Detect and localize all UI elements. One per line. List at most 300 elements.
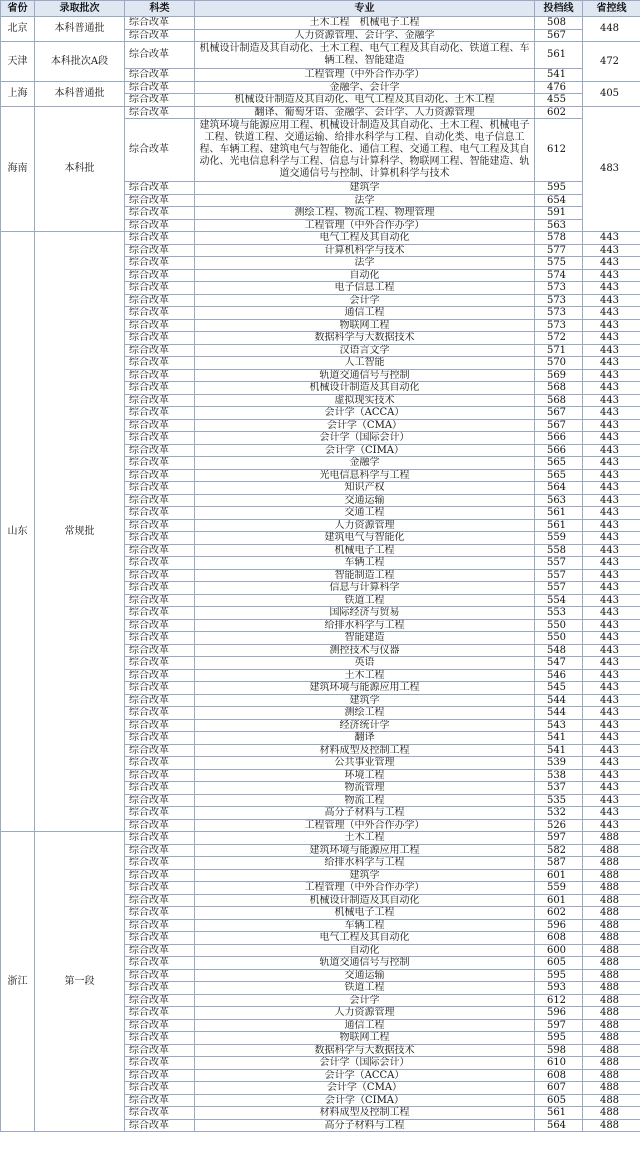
score-cell: 567 (535, 407, 583, 420)
major-cell: 经济统计学 (195, 719, 535, 732)
control-cell: 472 (583, 42, 640, 82)
control-cell: 443 (583, 307, 640, 320)
major-cell: 铁道工程 (195, 594, 535, 607)
score-cell: 553 (535, 607, 583, 620)
table-row (1, 81, 640, 94)
control-cell: 443 (583, 519, 640, 532)
major-cell: 给排水科学与工程 (195, 857, 535, 870)
major-cell: 会计学（ACCA） (195, 1069, 535, 1082)
subject-cell: 综合改革 (125, 219, 195, 232)
major-cell: 信息与计算科学 (195, 582, 535, 595)
major-cell: 车辆工程 (195, 557, 535, 570)
score-cell: 561 (535, 42, 583, 69)
subject-cell: 综合改革 (125, 994, 195, 1007)
control-cell: 488 (583, 1082, 640, 1095)
score-cell: 547 (535, 657, 583, 670)
major-cell: 高分子材料与工程 (195, 1119, 535, 1132)
score-cell: 573 (535, 319, 583, 332)
subject-cell: 综合改革 (125, 182, 195, 195)
control-cell: 443 (583, 794, 640, 807)
control-cell: 443 (583, 432, 640, 445)
score-cell: 557 (535, 582, 583, 595)
score-cell: 557 (535, 569, 583, 582)
subject-cell: 综合改革 (125, 232, 195, 245)
score-cell: 596 (535, 919, 583, 932)
major-cell: 工程管理（中外合作办学） (195, 819, 535, 832)
major-cell: 计算机科学与技术 (195, 244, 535, 257)
major-cell: 会计学（CMA） (195, 1082, 535, 1095)
major-cell: 人力资源管理 (195, 1007, 535, 1020)
subject-cell: 综合改革 (125, 294, 195, 307)
control-cell: 443 (583, 782, 640, 795)
subject-cell: 综合改革 (125, 757, 195, 770)
score-cell: 607 (535, 1082, 583, 1095)
score-cell: 541 (535, 69, 583, 82)
score-cell: 595 (535, 1032, 583, 1045)
subject-cell: 综合改革 (125, 269, 195, 282)
subject-cell: 综合改革 (125, 394, 195, 407)
score-cell: 558 (535, 544, 583, 557)
major-cell: 翻译、葡萄牙语、金融学、会计学、人力资源管理 (195, 106, 535, 119)
subject-cell: 综合改革 (125, 419, 195, 432)
subject-cell: 综合改革 (125, 494, 195, 507)
major-cell: 车辆工程 (195, 919, 535, 932)
table-body (1, 17, 640, 1132)
major-cell: 翻译 (195, 732, 535, 745)
score-cell: 570 (535, 357, 583, 370)
score-cell: 578 (535, 232, 583, 245)
score-cell: 476 (535, 81, 583, 94)
control-cell: 488 (583, 1107, 640, 1120)
control-cell: 488 (583, 869, 640, 882)
score-cell: 602 (535, 106, 583, 119)
major-cell: 会计学 (195, 994, 535, 1007)
score-cell: 602 (535, 907, 583, 920)
major-cell: 法学 (195, 257, 535, 270)
subject-cell: 综合改革 (125, 882, 195, 895)
subject-cell: 综合改革 (125, 1032, 195, 1045)
table-row (1, 232, 640, 245)
control-cell: 443 (583, 469, 640, 482)
subject-cell: 综合改革 (125, 707, 195, 720)
subject-cell: 综合改革 (125, 894, 195, 907)
major-cell: 会计学（CMA） (195, 419, 535, 432)
subject-cell: 综合改革 (125, 844, 195, 857)
control-cell: 488 (583, 882, 640, 895)
major-cell: 给排水科学与工程 (195, 619, 535, 632)
major-cell: 通信工程 (195, 1019, 535, 1032)
subject-cell: 综合改革 (125, 194, 195, 207)
major-cell: 汉语言文学 (195, 344, 535, 357)
province-cell: 上海 (1, 81, 35, 106)
major-cell: 铁道工程 (195, 982, 535, 995)
control-cell: 443 (583, 569, 640, 582)
control-cell: 488 (583, 944, 640, 957)
subject-cell: 综合改革 (125, 644, 195, 657)
subject-cell: 综合改革 (125, 332, 195, 345)
score-cell: 571 (535, 344, 583, 357)
score-cell: 595 (535, 182, 583, 195)
score-cell: 559 (535, 882, 583, 895)
table-row (1, 42, 640, 69)
subject-cell: 综合改革 (125, 344, 195, 357)
major-cell: 测绘工程、物流工程、物理管理 (195, 207, 535, 220)
subject-cell: 综合改革 (125, 819, 195, 832)
score-cell: 535 (535, 794, 583, 807)
major-cell: 机械电子工程 (195, 544, 535, 557)
major-cell: 电气工程及其自动化 (195, 232, 535, 245)
control-cell: 443 (583, 719, 640, 732)
major-cell: 物流管理 (195, 782, 535, 795)
subject-cell: 综合改革 (125, 469, 195, 482)
score-cell: 577 (535, 244, 583, 257)
score-cell: 582 (535, 844, 583, 857)
score-cell: 557 (535, 557, 583, 570)
score-cell: 569 (535, 369, 583, 382)
control-cell: 488 (583, 1019, 640, 1032)
control-cell: 488 (583, 1094, 640, 1107)
subject-cell: 综合改革 (125, 319, 195, 332)
control-cell: 443 (583, 557, 640, 570)
subject-cell: 综合改革 (125, 1107, 195, 1120)
score-cell: 544 (535, 707, 583, 720)
control-cell: 443 (583, 607, 640, 620)
control-cell: 488 (583, 907, 640, 920)
control-cell: 443 (583, 244, 640, 257)
major-cell: 材料成型及控制工程 (195, 744, 535, 757)
control-cell: 488 (583, 1007, 640, 1020)
subject-cell: 综合改革 (125, 1082, 195, 1095)
score-cell: 600 (535, 944, 583, 957)
control-cell: 443 (583, 419, 640, 432)
subject-cell: 综合改革 (125, 969, 195, 982)
subject-cell: 综合改革 (125, 694, 195, 707)
score-cell: 601 (535, 869, 583, 882)
score-cell: 612 (535, 119, 583, 182)
major-cell: 交通运输 (195, 969, 535, 982)
header-subject: 科类 (125, 1, 195, 17)
major-cell: 测绘工程 (195, 707, 535, 720)
major-cell: 建筑学 (195, 869, 535, 882)
major-cell: 法学 (195, 194, 535, 207)
subject-cell: 综合改革 (125, 794, 195, 807)
score-cell: 593 (535, 982, 583, 995)
control-cell: 443 (583, 457, 640, 470)
score-cell: 566 (535, 432, 583, 445)
major-cell: 轨道交通信号与控制 (195, 957, 535, 970)
subject-cell: 综合改革 (125, 119, 195, 182)
major-cell: 建筑学 (195, 182, 535, 195)
major-cell: 建筑学 (195, 694, 535, 707)
control-cell: 443 (583, 257, 640, 270)
control-cell: 443 (583, 757, 640, 770)
control-cell: 488 (583, 1119, 640, 1132)
subject-cell: 综合改革 (125, 369, 195, 382)
control-cell: 488 (583, 1057, 640, 1070)
major-cell: 金融学 (195, 457, 535, 470)
control-cell: 443 (583, 444, 640, 457)
subject-cell: 综合改革 (125, 719, 195, 732)
control-cell: 488 (583, 844, 640, 857)
score-cell: 563 (535, 494, 583, 507)
major-cell: 会计学 (195, 294, 535, 307)
score-cell: 601 (535, 894, 583, 907)
major-cell: 机械设计制造及其自动化、土木工程、电气工程及其自动化、铁道工程、车辆工程、智能建造 (195, 42, 535, 69)
score-cell: 564 (535, 482, 583, 495)
score-cell: 543 (535, 719, 583, 732)
score-cell: 568 (535, 382, 583, 395)
subject-cell: 综合改革 (125, 1069, 195, 1082)
subject-cell: 综合改革 (125, 307, 195, 320)
header-row (1, 1, 640, 17)
subject-cell: 综合改革 (125, 869, 195, 882)
major-cell: 机械设计制造及其自动化、电气工程及其自动化、土木工程 (195, 94, 535, 107)
subject-cell: 综合改革 (125, 1057, 195, 1070)
control-cell: 443 (583, 657, 640, 670)
major-cell: 虚拟现实技术 (195, 394, 535, 407)
score-cell: 550 (535, 619, 583, 632)
province-cell: 浙江 (1, 832, 35, 1132)
subject-cell: 综合改革 (125, 1119, 195, 1132)
subject-cell: 综合改革 (125, 207, 195, 220)
control-cell: 443 (583, 269, 640, 282)
control-cell: 443 (583, 382, 640, 395)
score-cell: 596 (535, 1007, 583, 1020)
score-cell: 608 (535, 1069, 583, 1082)
control-cell: 443 (583, 632, 640, 645)
subject-cell: 综合改革 (125, 532, 195, 545)
score-cell: 561 (535, 519, 583, 532)
control-cell: 443 (583, 644, 640, 657)
major-cell: 建筑环境与能源应用工程 (195, 844, 535, 857)
control-cell: 488 (583, 1069, 640, 1082)
control-cell: 488 (583, 994, 640, 1007)
control-cell: 443 (583, 669, 640, 682)
subject-cell: 综合改革 (125, 807, 195, 820)
score-cell: 597 (535, 1019, 583, 1032)
score-cell: 526 (535, 819, 583, 832)
score-cell: 564 (535, 1119, 583, 1132)
major-cell: 知识产权 (195, 482, 535, 495)
batch-cell: 本科普通批 (35, 81, 125, 106)
control-cell: 443 (583, 732, 640, 745)
subject-cell: 综合改革 (125, 832, 195, 845)
control-cell: 443 (583, 332, 640, 345)
control-cell: 443 (583, 407, 640, 420)
batch-cell: 第一段 (35, 832, 125, 1132)
score-cell: 568 (535, 394, 583, 407)
subject-cell: 综合改革 (125, 106, 195, 119)
control-cell: 488 (583, 1032, 640, 1045)
control-cell: 443 (583, 707, 640, 720)
subject-cell: 综合改革 (125, 607, 195, 620)
control-cell: 488 (583, 857, 640, 870)
major-cell: 光电信息科学与工程 (195, 469, 535, 482)
province-cell: 海南 (1, 106, 35, 232)
score-cell: 561 (535, 1107, 583, 1120)
table-row (1, 106, 640, 119)
control-cell: 443 (583, 582, 640, 595)
control-cell: 443 (583, 494, 640, 507)
batch-cell: 本科批次A段 (35, 42, 125, 82)
subject-cell: 综合改革 (125, 282, 195, 295)
control-cell: 443 (583, 532, 640, 545)
score-cell: 532 (535, 807, 583, 820)
subject-cell: 综合改革 (125, 42, 195, 69)
control-cell: 443 (583, 544, 640, 557)
score-cell: 605 (535, 1094, 583, 1107)
batch-cell: 本科批 (35, 106, 125, 232)
score-cell: 612 (535, 994, 583, 1007)
major-cell: 会计学（国际会计） (195, 1057, 535, 1070)
score-cell: 565 (535, 469, 583, 482)
control-cell: 443 (583, 507, 640, 520)
score-cell: 561 (535, 507, 583, 520)
score-cell: 548 (535, 644, 583, 657)
subject-cell: 综合改革 (125, 69, 195, 82)
major-cell: 通信工程 (195, 307, 535, 320)
score-cell: 559 (535, 532, 583, 545)
score-cell: 546 (535, 669, 583, 682)
score-cell: 508 (535, 17, 583, 30)
province-cell: 北京 (1, 17, 35, 42)
control-cell: 448 (583, 17, 640, 42)
subject-cell: 综合改革 (125, 582, 195, 595)
subject-cell: 综合改革 (125, 557, 195, 570)
control-cell: 405 (583, 81, 640, 106)
major-cell: 材料成型及控制工程 (195, 1107, 535, 1120)
control-cell: 483 (583, 106, 640, 232)
major-cell: 建筑环境与能源应用工程、机械设计制造及其自动化、土木工程、机械电子工程、铁道工程、交通运输、给排水科学与工程、自动化类、电子信息工程、车辆工程、建筑电气与智能化、通信工程、交通工程、电气工程及其自动化、光电信息科学与工程、信息与计算科学、物联网工程、智能建造、轨道交通信号与控制、计算机科学与技术 (195, 119, 535, 182)
major-cell: 金融学、会计学 (195, 81, 535, 94)
batch-cell: 常规批 (35, 232, 125, 832)
subject-cell: 综合改革 (125, 932, 195, 945)
subject-cell: 综合改革 (125, 457, 195, 470)
control-cell: 488 (583, 1044, 640, 1057)
control-cell: 488 (583, 982, 640, 995)
header-score: 投档线 (535, 1, 583, 17)
control-cell: 443 (583, 369, 640, 382)
control-cell: 443 (583, 344, 640, 357)
control-cell: 488 (583, 969, 640, 982)
subject-cell: 综合改革 (125, 1044, 195, 1057)
subject-cell: 综合改革 (125, 29, 195, 42)
major-cell: 人力资源管理 (195, 519, 535, 532)
score-cell: 567 (535, 419, 583, 432)
score-cell: 587 (535, 857, 583, 870)
control-cell: 443 (583, 744, 640, 757)
major-cell: 电气工程及其自动化 (195, 932, 535, 945)
score-cell: 608 (535, 932, 583, 945)
major-cell: 自动化 (195, 269, 535, 282)
control-cell: 488 (583, 894, 640, 907)
subject-cell: 综合改革 (125, 744, 195, 757)
major-cell: 物联网工程 (195, 319, 535, 332)
major-cell: 工程管理（中外合作办学） (195, 882, 535, 895)
header-province: 省份 (1, 1, 35, 17)
score-cell: 597 (535, 832, 583, 845)
score-cell: 537 (535, 782, 583, 795)
major-cell: 人工智能 (195, 357, 535, 370)
control-cell: 443 (583, 394, 640, 407)
major-cell: 电子信息工程 (195, 282, 535, 295)
major-cell: 数据科学与大数据技术 (195, 332, 535, 345)
batch-cell: 本科普通批 (35, 17, 125, 42)
subject-cell: 综合改革 (125, 657, 195, 670)
subject-cell: 综合改革 (125, 782, 195, 795)
subject-cell: 综合改革 (125, 769, 195, 782)
subject-cell: 综合改革 (125, 632, 195, 645)
major-cell: 高分子材料与工程 (195, 807, 535, 820)
score-cell: 541 (535, 744, 583, 757)
subject-cell: 综合改革 (125, 507, 195, 520)
score-cell: 566 (535, 444, 583, 457)
subject-cell: 综合改革 (125, 382, 195, 395)
major-cell: 会计学（国际会计） (195, 432, 535, 445)
major-cell: 数据科学与大数据技术 (195, 1044, 535, 1057)
major-cell: 智能建造 (195, 632, 535, 645)
subject-cell: 综合改革 (125, 544, 195, 557)
subject-cell: 综合改革 (125, 357, 195, 370)
score-cell: 550 (535, 632, 583, 645)
score-cell: 554 (535, 594, 583, 607)
control-cell: 443 (583, 482, 640, 495)
table-row (1, 832, 640, 845)
control-cell: 443 (583, 357, 640, 370)
header-control: 省控线 (583, 1, 640, 17)
score-cell: 538 (535, 769, 583, 782)
control-cell: 443 (583, 819, 640, 832)
control-cell: 443 (583, 769, 640, 782)
score-cell: 455 (535, 94, 583, 107)
subject-cell: 综合改革 (125, 982, 195, 995)
score-cell: 574 (535, 269, 583, 282)
subject-cell: 综合改革 (125, 569, 195, 582)
score-cell: 605 (535, 957, 583, 970)
major-cell: 环境工程 (195, 769, 535, 782)
score-cell: 573 (535, 307, 583, 320)
major-cell: 会计学（ACCA） (195, 407, 535, 420)
major-cell: 会计学（CIMA） (195, 444, 535, 457)
major-cell: 交通工程 (195, 507, 535, 520)
score-cell: 567 (535, 29, 583, 42)
major-cell: 机械设计制造及其自动化 (195, 894, 535, 907)
control-cell: 443 (583, 619, 640, 632)
control-cell: 443 (583, 232, 640, 245)
score-cell: 572 (535, 332, 583, 345)
subject-cell: 综合改革 (125, 907, 195, 920)
major-cell: 工程管理（中外合作办学） (195, 69, 535, 82)
control-cell: 488 (583, 919, 640, 932)
control-cell: 443 (583, 319, 640, 332)
major-cell: 工程管理（中外合作办学） (195, 219, 535, 232)
major-cell: 土木工程 机械电子工程 (195, 17, 535, 30)
major-cell: 机械设计制造及其自动化 (195, 382, 535, 395)
major-cell: 机械电子工程 (195, 907, 535, 920)
province-cell: 天津 (1, 42, 35, 82)
subject-cell: 综合改革 (125, 682, 195, 695)
subject-cell: 综合改革 (125, 619, 195, 632)
score-cell: 591 (535, 207, 583, 220)
score-cell: 573 (535, 294, 583, 307)
score-cell: 563 (535, 219, 583, 232)
subject-cell: 综合改革 (125, 732, 195, 745)
control-cell: 443 (583, 282, 640, 295)
subject-cell: 综合改革 (125, 919, 195, 932)
subject-cell: 综合改革 (125, 257, 195, 270)
major-cell: 物联网工程 (195, 1032, 535, 1045)
table-row (1, 17, 640, 30)
